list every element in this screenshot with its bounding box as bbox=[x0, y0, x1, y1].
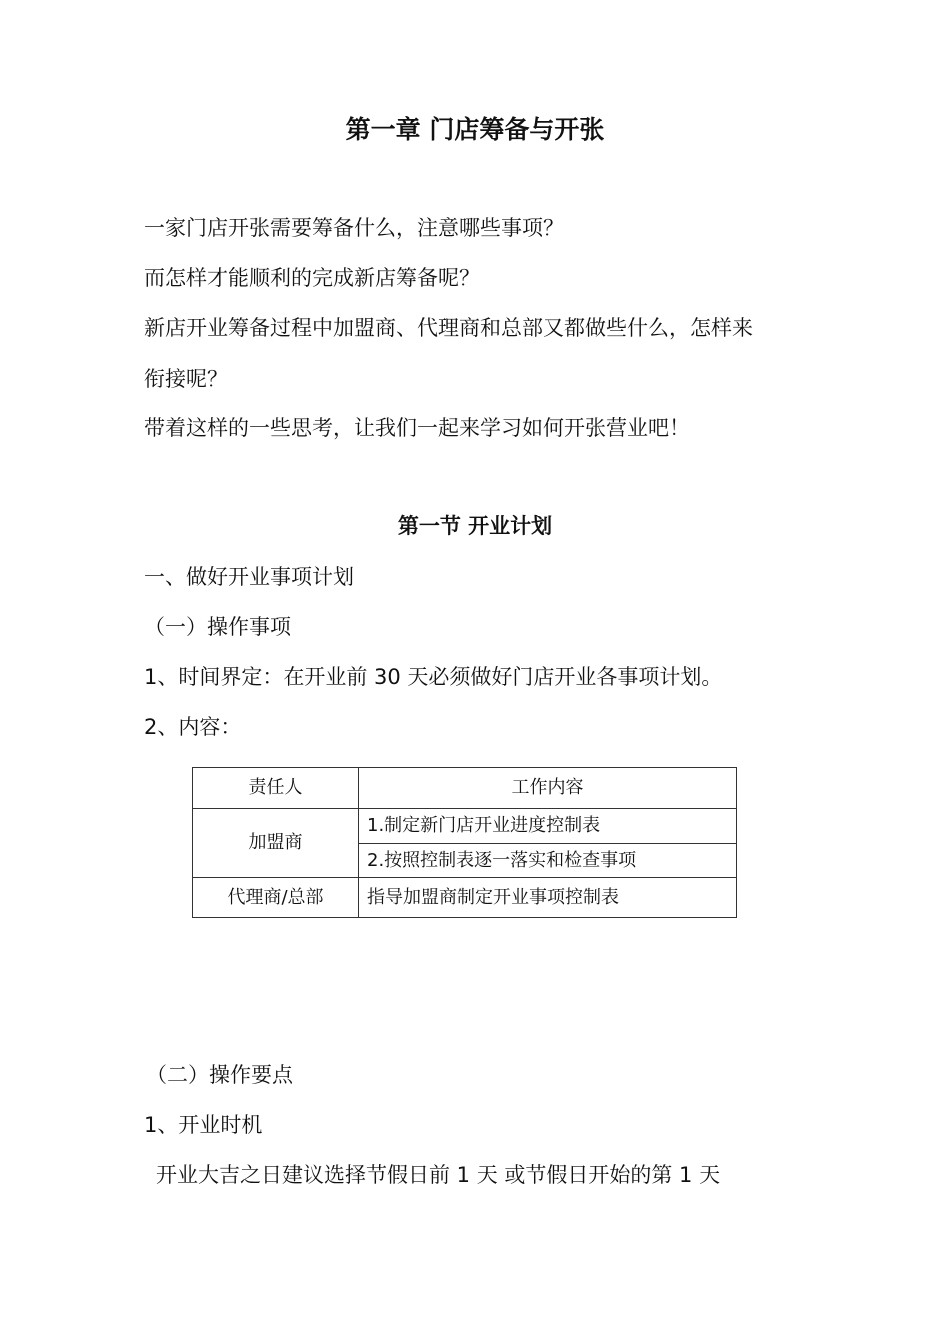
section-title: 第一节 开业计划 bbox=[397, 514, 553, 538]
table-cell-task: 1.制定新门店开业进度控制表 bbox=[359, 809, 737, 844]
table-header-cell: 工作内容 bbox=[359, 768, 737, 809]
point-text: 开业大吉之日建议选择节假日前 1 天 或节假日开始的第 1 天 bbox=[156, 1163, 721, 1187]
table-row bbox=[193, 809, 737, 844]
sub-heading: （一）操作事项 bbox=[144, 615, 291, 639]
intro-line: 一家门店开张需要筹备什么，注意哪些事项？ bbox=[144, 216, 564, 240]
intro-line: 带着这样的一些思考，让我们一起来学习如何开张营业吧！ bbox=[144, 416, 690, 440]
table-cell-task: 2.按照控制表逐一落实和检查事项 bbox=[359, 844, 737, 878]
intro-line: 而怎样才能顺利的完成新店筹备呢？ bbox=[144, 266, 480, 290]
table-cell-task: 指导加盟商制定开业事项控制表 bbox=[359, 878, 737, 918]
point-line: 1、时间界定：在开业前 30 天必须做好门店开业各事项计划。 bbox=[144, 665, 723, 689]
intro-line: 衔接呢？ bbox=[144, 367, 228, 391]
table-header-cell: 责任人 bbox=[193, 768, 359, 809]
table-cell-responsible: 代理商/总部 bbox=[193, 878, 359, 918]
chapter-title: 第一章 门店筹备与开张 bbox=[345, 115, 605, 144]
point-line: 2、内容： bbox=[144, 715, 242, 739]
intro-line: 新店开业筹备过程中加盟商、代理商和总部又都做些什么，怎样来 bbox=[144, 316, 753, 340]
table-cell-responsible: 加盟商 bbox=[193, 809, 359, 878]
table-header-row bbox=[193, 768, 737, 809]
point-line: 1、开业时机 bbox=[144, 1113, 263, 1137]
sub-heading: （二）操作要点 bbox=[146, 1063, 293, 1087]
item-heading: 一、做好开业事项计划 bbox=[144, 565, 354, 589]
table-row bbox=[193, 878, 737, 918]
plan-table bbox=[192, 767, 737, 918]
